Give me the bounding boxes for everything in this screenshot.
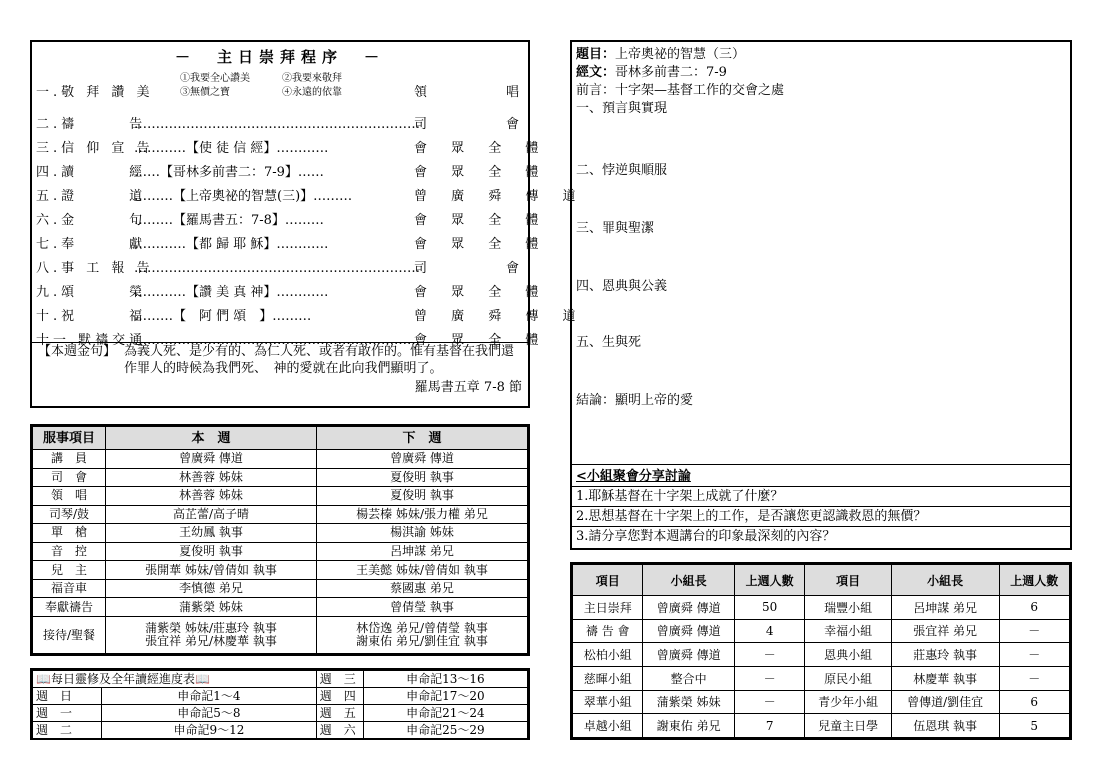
next-week-person: 王美懿 姊妹/曾倩如 執事 xyxy=(317,561,528,580)
order-item-person: 會 眾 全 體 xyxy=(414,285,549,300)
order-item-detail: …………【讚 美 真 神】………… xyxy=(134,285,329,300)
reading-passage: 申命記21～24 xyxy=(363,705,527,722)
order-item xyxy=(36,162,549,184)
order-item-name: 四.讀 經 xyxy=(36,165,147,180)
table-row xyxy=(33,524,528,543)
person-line: 林岱逸 弟兄/曾倩瑩 執事 xyxy=(356,621,488,635)
reading-plan-panel xyxy=(30,668,530,740)
group-name: 卓越小組 xyxy=(573,714,643,738)
header-this-week: 本 週 xyxy=(106,427,317,450)
this-week-person: 李慎德 弟兄 xyxy=(106,579,317,598)
order-item-name: 十一.默禱交通 xyxy=(36,333,147,348)
next-week-person: 蔡國惠 弟兄 xyxy=(317,579,528,598)
group-name: 慈暉小組 xyxy=(573,666,643,690)
group-name: 禱 告 會 xyxy=(573,619,643,643)
group-name: 翠華小組 xyxy=(573,690,643,714)
group-name: 松柏小組 xyxy=(573,643,643,667)
table-row xyxy=(573,596,1070,620)
group-count: － xyxy=(999,619,1070,643)
this-week-person: 蒲紫榮 姊妹 xyxy=(106,598,317,617)
group-count: － xyxy=(999,643,1070,667)
sermon-topic-line xyxy=(576,46,1066,63)
order-item-person: 會 眾 全 體 xyxy=(414,237,549,252)
next-week-person: 曾廣舜 傳道 xyxy=(317,450,528,469)
person-line: 謝東佑 弟兄/劉佳宜 執事 xyxy=(356,634,488,648)
order-item-person: 曾 廣 舜 傳 道 xyxy=(414,309,586,324)
scripture-line xyxy=(576,64,1066,81)
table-row xyxy=(33,505,528,524)
next-week-person: 夏俊明 執事 xyxy=(317,487,528,506)
service-item: 講 員 xyxy=(33,450,106,469)
table-row xyxy=(33,705,528,722)
scripture-label: 經文： xyxy=(576,65,616,80)
next-week-person xyxy=(317,617,528,654)
order-item-name: 三.信 仰 宣 告 xyxy=(36,141,154,156)
order-item xyxy=(36,234,549,256)
order-item xyxy=(36,114,530,136)
order-item-detail: ………【 阿 們 頌 】……… xyxy=(134,309,312,324)
reading-day: 週 四 xyxy=(316,688,363,705)
sermon-point-1: 一、預言與實現 xyxy=(576,101,668,116)
verse-label: 【本週金句】 xyxy=(38,344,117,359)
verse-text: 為義人死、是少有的、為仁人死、或者有敢作的。惟有基督在我們還作罪人的時候為我們死、 神的愛就在此向我們顯明了。 xyxy=(124,344,515,376)
table-row xyxy=(573,619,1070,643)
hymn-3: ③無價之寶 xyxy=(180,87,230,98)
service-roster-table xyxy=(32,426,528,654)
group-name: 兒童主日學 xyxy=(805,714,891,738)
scripture-text: 哥林多前書二：7-9 xyxy=(615,65,727,80)
table-row xyxy=(33,598,528,617)
reading-passage: 申命記1～4 xyxy=(102,688,317,705)
order-item-person: 司 會 xyxy=(414,261,530,276)
order-item xyxy=(36,186,586,208)
reading-passage: 申命記13～16 xyxy=(363,671,527,688)
sermon-conclusion: 結論：顯明上帝的愛 xyxy=(576,393,694,408)
discussion-question-3: 3.請分享您對本週講台的印象最深刻的內容？ xyxy=(576,529,836,544)
order-item-person: 會 眾 全 體 xyxy=(414,165,549,180)
sermon-point-3: 三、罪與聖潔 xyxy=(576,221,655,236)
sermon-point-4: 四、恩典與公義 xyxy=(576,279,668,294)
header-service-item: 服事項目 xyxy=(33,427,106,450)
service-item: 兒 主 xyxy=(33,561,106,580)
group-leader: 呂坤謀 弟兄 xyxy=(891,596,999,620)
discussion-title: <小組聚會分享討論 xyxy=(576,469,691,484)
hymn-4: ④永遠的依靠 xyxy=(282,87,342,98)
order-item-person: 會 眾 全 體 xyxy=(414,141,549,156)
group-count: － xyxy=(734,666,804,690)
service-item: 接待/聖餐 xyxy=(33,617,106,654)
order-item-detail: ………【羅馬書五：7-8】……… xyxy=(134,213,324,228)
order-of-service-panel xyxy=(30,40,586,408)
group-count: － xyxy=(999,666,1070,690)
reading-day: 週 一 xyxy=(33,705,102,722)
service-item: 音 控 xyxy=(33,542,106,561)
table-row xyxy=(33,579,528,598)
group-leader: 謝東佑 弟兄 xyxy=(643,714,734,738)
header-item-b: 項目 xyxy=(805,565,891,596)
service-item: 單 槍 xyxy=(33,524,106,543)
table-row xyxy=(573,714,1070,738)
header-count-a: 上週人數 xyxy=(734,565,804,596)
next-week-person: 楊芸榛 姊妹/張力權 弟兄 xyxy=(317,505,528,524)
table-row xyxy=(33,561,528,580)
table-row xyxy=(33,688,528,705)
group-count: 5 xyxy=(999,714,1070,738)
service-roster-panel xyxy=(30,424,530,656)
order-item-name: 十.祝 福 xyxy=(36,309,147,324)
order-item-name: 九.頌 榮 xyxy=(36,285,147,300)
order-item-name: 二.禱 告 xyxy=(36,117,147,132)
group-leader: 曾廣舜 傳道 xyxy=(643,619,734,643)
verse-reference: 羅馬書五章 7-8 節 xyxy=(414,380,522,395)
group-leader: 蒲紫榮 姊妹 xyxy=(643,690,734,714)
order-item-person: 會 眾 全 體 xyxy=(414,333,549,348)
order-item-detail: ………【上帝奧祕的智慧(三)】……… xyxy=(134,189,353,204)
group-leader: 曾廣舜 傳道 xyxy=(643,643,734,667)
table-row xyxy=(33,617,528,654)
group-name: 瑞豐小組 xyxy=(805,596,891,620)
group-leader: 整合中 xyxy=(643,666,734,690)
reading-passage: 申命記25～29 xyxy=(363,722,527,739)
order-item-name: 一.敬 拜 讚 美 xyxy=(36,85,154,100)
order-item-detail: …………【都 歸 耶 穌】………… xyxy=(134,237,329,252)
group-name: 恩典小組 xyxy=(805,643,891,667)
sermon-notes-panel xyxy=(570,40,1072,550)
header-leader-a: 小組長 xyxy=(643,565,734,596)
hymn-1: ①我要全心讚美 xyxy=(180,73,250,84)
this-week-person: 曾廣舜 傳道 xyxy=(106,450,317,469)
order-item-name: 八.事 工 報 告 xyxy=(36,261,154,276)
reading-day: 週 六 xyxy=(316,722,363,739)
group-leader: 莊惠玲 執事 xyxy=(891,643,999,667)
this-week-person: 王幼鳳 執事 xyxy=(106,524,317,543)
divider xyxy=(572,464,1070,465)
table-row xyxy=(33,542,528,561)
table-row xyxy=(33,671,528,688)
sermon-point-5: 五、生與死 xyxy=(576,335,642,350)
group-count: 50 xyxy=(734,596,804,620)
group-count: － xyxy=(734,690,804,714)
this-week-person: 高芷蕾/高子晴 xyxy=(106,505,317,524)
reading-day: 週 五 xyxy=(316,705,363,722)
sermon-topic: 上帝奧祕的智慧（三） xyxy=(615,47,746,62)
group-leader: 張宜祥 弟兄 xyxy=(891,619,999,643)
service-item: 司琴/鼓 xyxy=(33,505,106,524)
reading-passage: 申命記5～8 xyxy=(102,705,317,722)
divider xyxy=(572,506,1070,507)
service-item: 福音車 xyxy=(33,579,106,598)
header-leader-b: 小組長 xyxy=(891,565,999,596)
group-name: 主日崇拜 xyxy=(573,596,643,620)
order-item xyxy=(36,282,549,304)
sermon-intro: 前言：十字架—基督工作的交會之處 xyxy=(576,83,785,98)
hymn-2: ②我要來敬拜 xyxy=(282,73,342,84)
order-item-detail: ………………………………………………………… xyxy=(134,117,420,132)
service-item: 領 唱 xyxy=(33,487,106,506)
order-item-name: 五.證 道 xyxy=(36,189,147,204)
small-groups-panel xyxy=(570,562,1072,740)
next-week-person: 呂坤謀 弟兄 xyxy=(317,542,528,561)
reading-plan-title: 📖每日靈修及全年讀經進度表📖 xyxy=(33,671,317,688)
group-count: 6 xyxy=(999,690,1070,714)
person-line: 張宜祥 弟兄/林慶華 執事 xyxy=(145,634,277,648)
person-line: 蒲紫榮 姊妹/莊惠玲 執事 xyxy=(145,621,277,635)
order-item-name: 六.金 句 xyxy=(36,213,147,228)
discussion-question-2: 2.思想基督在十字架上的工作，是否讓您更認識救恩的無價？ xyxy=(576,509,927,524)
table-row xyxy=(33,450,528,469)
this-week-person: 林善蓉 姊妹 xyxy=(106,468,317,487)
order-item xyxy=(36,258,530,280)
this-week-person xyxy=(106,617,317,654)
reading-passage: 申命記17～20 xyxy=(363,688,527,705)
reading-day: 週 二 xyxy=(33,722,102,739)
order-item xyxy=(36,306,586,328)
order-title: － 主日崇拜程序 － xyxy=(174,48,385,66)
group-leader: 曾傳道/劉佳宜 xyxy=(891,690,999,714)
header-next-week: 下 週 xyxy=(317,427,528,450)
header-item-a: 項目 xyxy=(573,565,643,596)
divider xyxy=(572,526,1070,527)
group-leader: 曾廣舜 傳道 xyxy=(643,596,734,620)
order-item-person: 司 會 xyxy=(414,117,530,132)
table-row xyxy=(33,722,528,739)
this-week-person: 林善蓉 姊妹 xyxy=(106,487,317,506)
order-item-person: 領 唱 xyxy=(414,85,530,100)
group-name: 青少年小組 xyxy=(805,690,891,714)
group-name: 原民小組 xyxy=(805,666,891,690)
discussion-question-1: 1.耶穌基督在十字架上成就了什麼？ xyxy=(576,489,784,504)
order-item xyxy=(36,210,549,232)
sermon-point-2: 二、悖逆與順服 xyxy=(576,163,668,178)
service-item: 奉獻禱告 xyxy=(33,598,106,617)
order-item xyxy=(36,82,530,104)
group-count: 4 xyxy=(734,619,804,643)
reading-day: 週 日 xyxy=(33,688,102,705)
table-row xyxy=(573,666,1070,690)
order-item-detail: ………………………………………………………… xyxy=(134,261,420,276)
group-count: 6 xyxy=(999,596,1070,620)
group-count: － xyxy=(734,643,804,667)
group-leader: 伍恩琪 執事 xyxy=(891,714,999,738)
small-groups-table xyxy=(572,564,1070,738)
this-week-person: 夏俊明 執事 xyxy=(106,542,317,561)
service-roster-body xyxy=(33,450,528,654)
reading-passage: 申命記9～12 xyxy=(102,722,317,739)
reading-day: 週 三 xyxy=(316,671,363,688)
service-item: 司 會 xyxy=(33,468,106,487)
weekly-verse xyxy=(32,342,528,396)
order-item xyxy=(36,138,549,160)
table-row xyxy=(33,487,528,506)
next-week-person: 楊淇諭 姊妹 xyxy=(317,524,528,543)
divider xyxy=(572,486,1070,487)
order-item-detail: ………………………………………………………… xyxy=(134,333,420,348)
table-row xyxy=(33,468,528,487)
order-item-name: 七.奉 獻 xyxy=(36,237,147,252)
next-week-person: 曾倩瑩 執事 xyxy=(317,598,528,617)
reading-plan-table xyxy=(32,670,528,739)
this-week-person: 張開華 姊妹/曾倩如 執事 xyxy=(106,561,317,580)
next-week-person: 夏俊明 執事 xyxy=(317,468,528,487)
table-row xyxy=(573,690,1070,714)
order-item-person: 曾 廣 舜 傳 道 xyxy=(414,189,586,204)
group-leader: 林慶華 執事 xyxy=(891,666,999,690)
order-item-detail: …………【使 徒 信 經】………… xyxy=(134,141,329,156)
topic-label: 題目： xyxy=(576,47,616,62)
group-count: 7 xyxy=(734,714,804,738)
header-count-b: 上週人數 xyxy=(999,565,1070,596)
order-item-person: 會 眾 全 體 xyxy=(414,213,549,228)
group-name: 幸福小組 xyxy=(805,619,891,643)
table-row xyxy=(573,643,1070,667)
order-item-detail: ……【哥林多前書二：7-9】…… xyxy=(134,165,324,180)
